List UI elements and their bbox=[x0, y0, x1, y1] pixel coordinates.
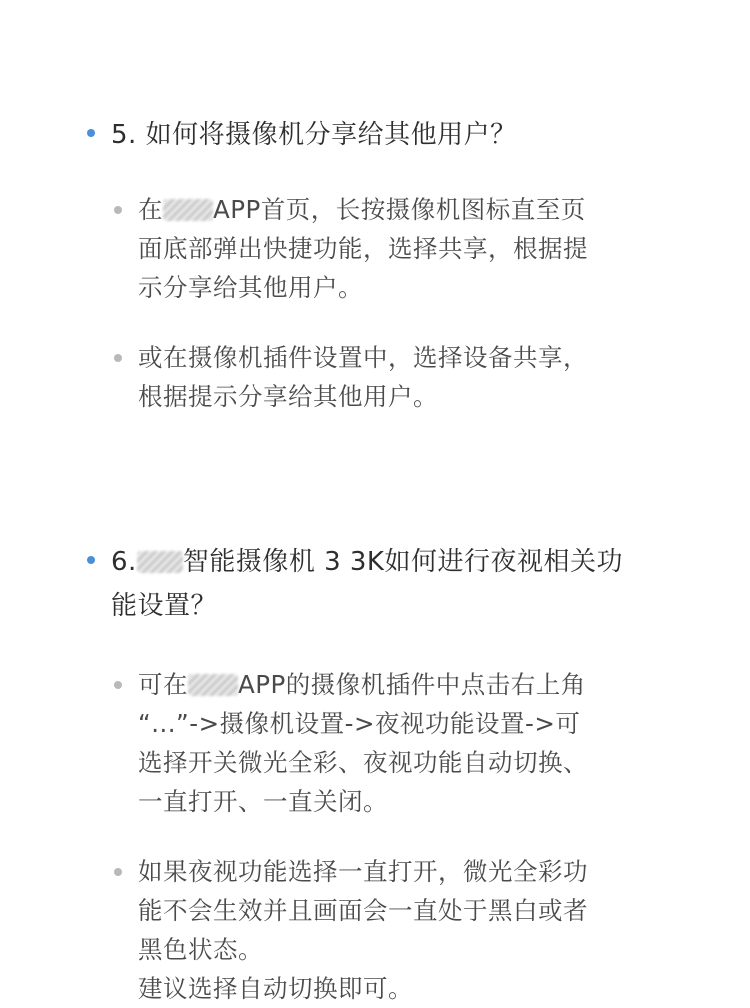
q6-item2-line4: 建议选择自动切换即可。 bbox=[138, 974, 413, 1003]
q6-heading-pre: 6. bbox=[111, 547, 137, 577]
q5-item1-line1-post: APP首页，长按摄像机图标直至页 bbox=[213, 195, 586, 224]
q5-bullet bbox=[87, 129, 95, 137]
q5-item1 bbox=[138, 190, 658, 307]
q5-item1-line3: 示分享给其他用户。 bbox=[138, 273, 363, 302]
q6-item1-line2: “...”->摄像机设置->夜视功能设置->可 bbox=[138, 709, 581, 738]
q6-heading-post: 智能摄像机 3 3K如何进行夜视相关功 bbox=[182, 547, 623, 577]
q5-item2 bbox=[138, 338, 658, 416]
q5-item2-line1: 或在摄像机插件设置中，选择设备共享， bbox=[138, 343, 588, 372]
q6-item2-line3: 黑色状态。 bbox=[138, 935, 263, 964]
q5-item2-bullet bbox=[114, 354, 122, 362]
q5-heading bbox=[111, 113, 671, 157]
q5-item1-line1 bbox=[138, 190, 658, 229]
q6-item1-line3: 选择开关微光全彩、夜视功能自动切换、 bbox=[138, 748, 588, 777]
q6-item2 bbox=[138, 852, 658, 1008]
q6-heading bbox=[111, 540, 671, 628]
q5-item1-line2: 面底部弹出快捷功能，选择共享，根据提 bbox=[138, 234, 588, 263]
q6-item1-bullet bbox=[114, 681, 122, 689]
q5-heading-text: 5. 如何将摄像机分享给其他用户？ bbox=[111, 120, 517, 150]
q6-item1 bbox=[138, 665, 658, 821]
q6-bullet bbox=[87, 556, 95, 564]
q6-heading-line1 bbox=[111, 540, 671, 584]
q5-item2-line2: 根据提示分享给其他用户。 bbox=[138, 382, 438, 411]
q6-item1-line1 bbox=[138, 665, 658, 704]
redacted-app-name bbox=[163, 199, 213, 221]
q6-item2-bullet bbox=[114, 868, 122, 876]
q6-item1-line1-post: APP的摄像机插件中点击右上角 bbox=[238, 670, 586, 699]
q6-heading-line2: 能设置？ bbox=[111, 591, 218, 621]
q6-item2-line1: 如果夜视功能选择一直打开，微光全彩功 bbox=[138, 857, 588, 886]
q6-item1-line1-pre: 可在 bbox=[138, 670, 188, 699]
q5-item1-bullet bbox=[114, 206, 122, 214]
redacted-app-name bbox=[188, 674, 238, 696]
q6-item1-line4: 一直打开、一直关闭。 bbox=[138, 787, 388, 816]
q6-item2-line2: 能不会生效并且画面会一直处于黑白或者 bbox=[138, 896, 588, 925]
redacted-brand-name bbox=[137, 551, 183, 573]
q5-item1-line1-pre: 在 bbox=[138, 195, 163, 224]
